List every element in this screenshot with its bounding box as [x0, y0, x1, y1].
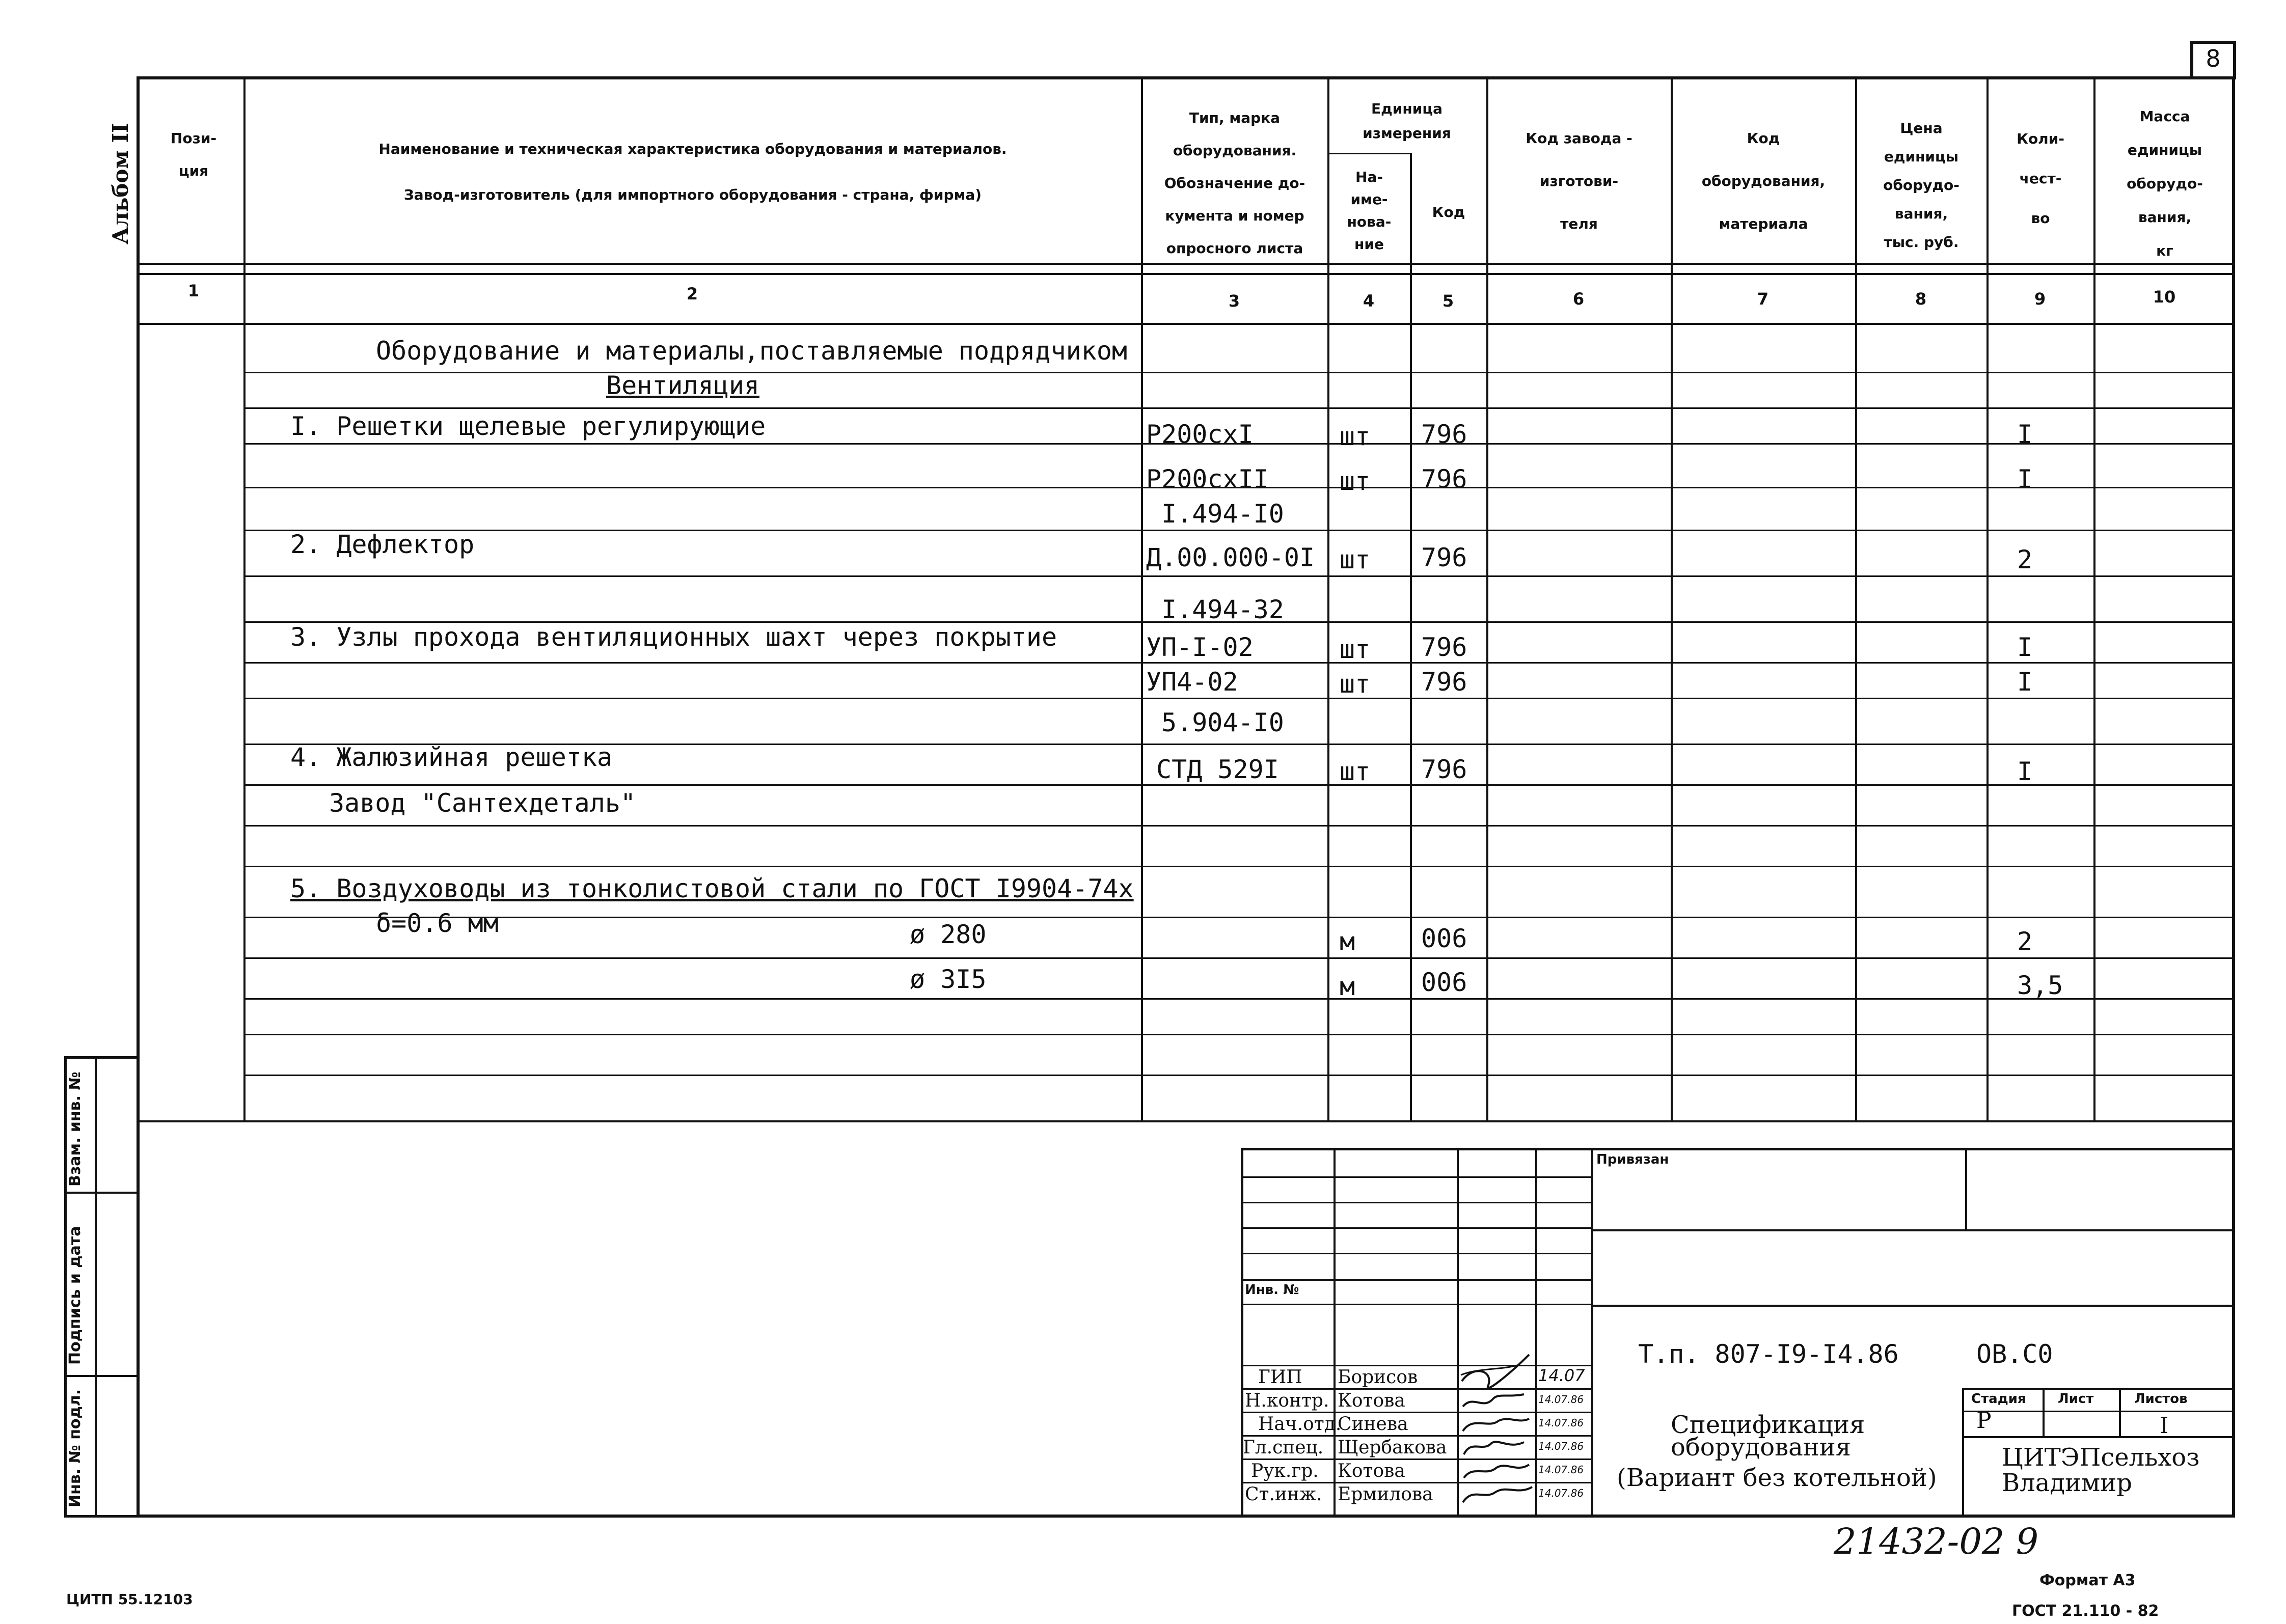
staff-date: 14.07 — [1538, 1366, 1585, 1385]
manufacturer: Завод "Сантехдеталь" — [329, 788, 636, 818]
gost-label: ГОСТ 21.110 - 82 — [2012, 1602, 2159, 1620]
header-name-line1: Наименование и техническая характеристика оборудования и материалов. — [378, 141, 1007, 157]
original-inventory-label: Инв. № подл. — [66, 1389, 84, 1507]
item-quantity: I — [2017, 464, 2033, 494]
sheets-value: I — [2160, 1413, 2169, 1439]
item-type: Р200схI — [1146, 420, 1254, 449]
column-number: 9 — [2034, 289, 2046, 309]
item-diameter: ø 3I5 — [910, 965, 987, 994]
column-number: 7 — [1757, 289, 1769, 309]
item-unit: шт — [1340, 757, 1371, 786]
item-unit-code: 796 — [1421, 755, 1467, 784]
item-name: I. Решетки щелевые регулирующие — [290, 411, 766, 441]
staff-name: Ермилова — [1338, 1484, 1433, 1505]
item-type: УП4-02 — [1146, 667, 1238, 697]
header-factory-code: Код завода - изготови- теля — [1526, 130, 1632, 232]
item-type: Д.00.000-0I — [1146, 543, 1315, 572]
document-number: 5.904-I0 — [1161, 708, 1284, 737]
staff-date: 14.07.86 — [1538, 1487, 1584, 1499]
stage-value: Р — [1976, 1408, 1992, 1434]
signature-date-label: Подпись и дата — [66, 1226, 84, 1365]
sheet-label: Лист — [2058, 1391, 2094, 1407]
item-type: УП-I-02 — [1146, 632, 1254, 662]
header-position: Пози- ция — [170, 130, 217, 179]
header-price: Цена единицы оборудо- вания, тыс. руб. — [1883, 120, 1960, 251]
header-unit: Единица измерения — [1363, 100, 1451, 142]
subsection-title: Вентиляция — [606, 371, 760, 400]
staff-name: Синева — [1338, 1414, 1408, 1435]
item-quantity: I — [2017, 757, 2033, 786]
item-quantity: I — [2017, 420, 2033, 449]
item-unit-code: 796 — [1421, 543, 1467, 572]
document-mark: ОВ.С0 — [1976, 1339, 2053, 1369]
staff-date: 14.07.86 — [1538, 1440, 1584, 1452]
organization-line1: ЦИТЭПсельхоз — [2002, 1443, 2200, 1472]
column-number: 10 — [2153, 287, 2176, 307]
staff-date: 14.07.86 — [1538, 1393, 1584, 1406]
title-line2: оборудования — [1671, 1433, 1852, 1462]
title-line3: (Вариант без котельной) — [1617, 1464, 1937, 1492]
linked-label: Привязан — [1596, 1152, 1669, 1167]
staff-name: Щербакова — [1338, 1437, 1447, 1458]
item-unit-code: 796 — [1421, 420, 1467, 449]
item-thickness: δ=0.6 мм — [376, 909, 499, 938]
staff-role: Ст.инж. — [1245, 1484, 1322, 1505]
format-label: Формат А3 — [2039, 1572, 2136, 1589]
item-unit-code: 006 — [1421, 968, 1467, 997]
item-quantity: I — [2017, 632, 2033, 662]
column-number: 6 — [1572, 289, 1585, 309]
item-unit: шт — [1340, 422, 1371, 451]
column-number: 8 — [1915, 289, 1927, 309]
organization-line2: Владимир — [2002, 1469, 2132, 1497]
item-unit: шт — [1340, 669, 1371, 699]
header-mass: Масса единицы оборудо- вания, кг — [2127, 108, 2203, 259]
item-unit: шт — [1340, 635, 1371, 664]
header-type: Тип, марка оборудования. Обозначение до- кумента и номер опросного листа — [1164, 109, 1305, 257]
item-unit: м — [1340, 972, 1355, 1001]
item-name: 3. Узлы прохода вентиляционных шахт через покрытие — [290, 622, 1057, 652]
staff-role: Нач.отд. — [1258, 1414, 1342, 1435]
section-title: Оборудование и материалы,поставляемые подрядчиком — [376, 336, 1128, 366]
staff-role: Гл.спец. — [1243, 1437, 1324, 1458]
item-type: Р200схII — [1146, 464, 1269, 494]
header-unit-name: На- име- нова- ние — [1347, 169, 1392, 253]
staff-date: 14.07.86 — [1538, 1464, 1584, 1476]
item-unit: шт — [1340, 545, 1371, 574]
staff-role: Рук.гр. — [1251, 1461, 1319, 1481]
header-quantity: Коли- чест- во — [2017, 130, 2064, 227]
item-name: 5. Воздуховоды из тонколистовой стали по ГОСТ I9904-74х — [290, 874, 1134, 903]
item-name: 4. Жалюзийная решетка — [290, 742, 613, 772]
column-number: 2 — [686, 284, 698, 304]
print-stamp: ЦИТП 55.12103 — [66, 1591, 193, 1608]
column-number: 3 — [1228, 291, 1240, 311]
item-type: СТД 529I — [1156, 755, 1279, 784]
handwritten-number: 21432-02 9 — [1834, 1521, 2039, 1562]
staff-name: Котова — [1338, 1390, 1405, 1411]
item-diameter: ø 280 — [910, 920, 987, 949]
item-unit-code: 796 — [1421, 632, 1467, 662]
inventory-number-label: Инв. № — [1245, 1282, 1299, 1298]
document-number: I.494-I0 — [1161, 499, 1284, 529]
column-number: 1 — [187, 281, 200, 300]
column-number: 4 — [1363, 291, 1375, 311]
sheets-label: Листов — [2134, 1391, 2188, 1407]
header-name-line2: Завод-изготовитель (для импортного оборудования - страна, фирма) — [403, 186, 982, 203]
title-line1: Спецификация — [1671, 1411, 1865, 1439]
item-unit: м — [1340, 927, 1355, 956]
column-number: 5 — [1442, 291, 1454, 311]
document-number: I.494-32 — [1161, 595, 1284, 624]
item-name: 2. Дефлектор — [290, 530, 475, 559]
item-quantity: 2 — [2017, 545, 2033, 574]
page-number: 8 — [2206, 45, 2221, 72]
item-quantity: I — [2017, 667, 2033, 697]
item-unit-code: 006 — [1421, 924, 1467, 953]
staff-name: Котова — [1338, 1461, 1405, 1481]
staff-name: Борисов — [1338, 1367, 1418, 1388]
item-unit-code: 796 — [1421, 667, 1467, 697]
item-quantity: 2 — [2017, 927, 2033, 956]
stage-label: Стадия — [1971, 1391, 2026, 1407]
header-unit-code: Код — [1432, 204, 1465, 221]
staff-date: 14.07.86 — [1538, 1417, 1584, 1429]
item-quantity: 3,5 — [2017, 971, 2063, 1000]
signatures — [1458, 1334, 1534, 1518]
staff-role: Н.контр. — [1245, 1390, 1329, 1411]
item-unit: шт — [1340, 466, 1371, 496]
album-label: Альбом II — [108, 123, 133, 244]
document-designation: Т.п. 807-I9-I4.86 — [1638, 1339, 1899, 1369]
item-unit-code: 796 — [1421, 464, 1467, 494]
replacement-inventory-label: Взам. инв. № — [66, 1071, 84, 1187]
staff-role: ГИП — [1258, 1367, 1302, 1388]
header-equipment-code: Код оборудования, материала — [1701, 130, 1826, 232]
